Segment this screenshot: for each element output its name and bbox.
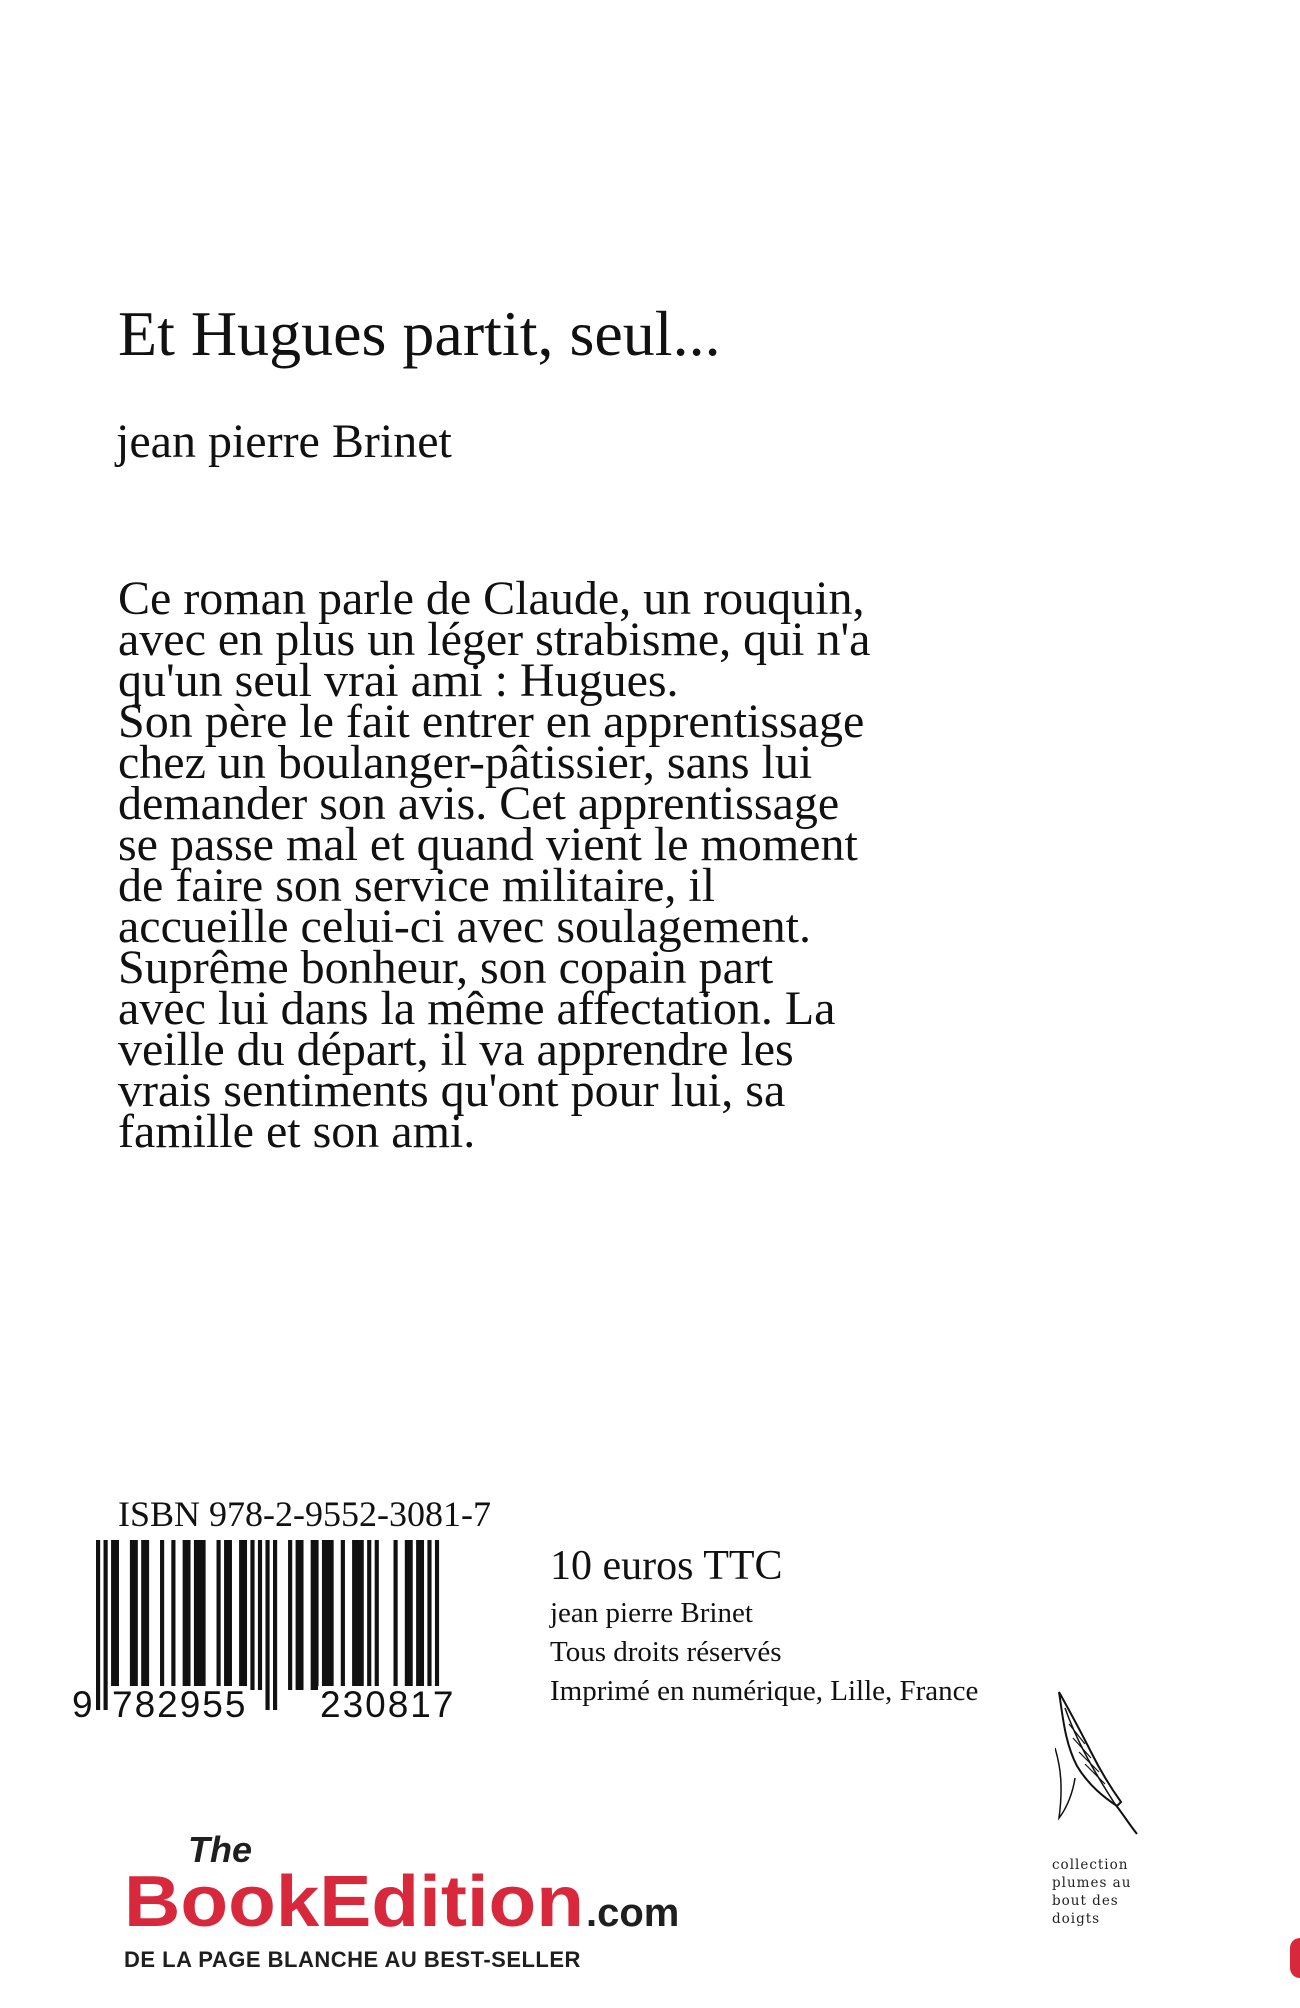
barcode-bar — [409, 1540, 413, 1690]
blurb-line: Son père le fait entrer en apprentissage — [118, 695, 865, 748]
blurb-line: Suprême bonheur, son copain part — [118, 941, 774, 994]
price: 10 euros TTC — [550, 1543, 783, 1589]
blurb-line: Ce roman parle de Claude, un rouquin, — [118, 572, 865, 625]
publisher-tagline: DE LA PAGE BLANCHE AU BEST-SELLER — [124, 1947, 581, 1972]
book-author: jean pierre Brinet — [116, 415, 452, 468]
blurb-line: avec lui dans la même affectation. La — [118, 982, 836, 1035]
barcode-bar — [360, 1540, 364, 1690]
blurb-line: veille du départ, il va apprendre les — [118, 1023, 794, 1076]
imprint-rights: Tous droits réservés — [550, 1636, 782, 1668]
collection-line: bout des — [1052, 1893, 1119, 1909]
collection-line: doigts — [1052, 1911, 1101, 1927]
barcode-bar — [201, 1540, 205, 1690]
barcode-bar — [265, 1540, 269, 1710]
blurb-line: se passe mal et quand vient le moment — [118, 818, 858, 871]
logo-name: BookEdition — [124, 1862, 584, 1938]
barcode-bar — [322, 1540, 326, 1690]
barcode-bar — [104, 1540, 108, 1710]
barcode-bar — [435, 1540, 439, 1690]
edge-mark — [1290, 1938, 1300, 1978]
barcode-bar — [420, 1540, 424, 1690]
barcode-bar — [141, 1540, 145, 1690]
barcode-bar — [427, 1540, 431, 1690]
collection-line: collection — [1052, 1857, 1129, 1873]
barcode-bar — [171, 1540, 175, 1690]
barcode-bar — [326, 1540, 330, 1690]
blurb-line: demander son avis. Cet apprentissage — [118, 777, 840, 830]
publisher-logo — [124, 1828, 704, 1938]
barcode-bar — [145, 1540, 149, 1690]
barcode-bar — [352, 1540, 356, 1690]
collection-label — [1052, 1856, 1162, 1928]
barcode-bar — [375, 1540, 379, 1690]
barcode-bar — [186, 1540, 190, 1690]
blurb-line: accueille celui-ci avec soulagement. — [118, 900, 811, 953]
barcode-digits-right: 230817 — [320, 1684, 456, 1725]
isbn-label: ISBN 978-2-9552-3081-7 — [118, 1494, 491, 1534]
barcode-bar — [111, 1540, 115, 1690]
barcode-bar — [311, 1540, 315, 1690]
barcode-bar — [299, 1540, 303, 1690]
barcode-bar — [273, 1540, 277, 1710]
barcode-bar — [258, 1540, 262, 1690]
back-cover-blurb — [118, 572, 998, 1158]
barcode-bar — [296, 1540, 300, 1690]
barcode-bar — [160, 1540, 164, 1690]
barcode-bar — [96, 1540, 100, 1710]
blurb-line: famille et son ami. — [118, 1105, 476, 1158]
barcode-bar — [367, 1540, 371, 1690]
blurb-line: qu'un seul vrai ami : Hugues. — [118, 654, 679, 707]
barcode-bar — [134, 1540, 138, 1690]
barcode-bar — [288, 1540, 292, 1690]
barcode-bar — [243, 1540, 247, 1690]
barcode-bar — [130, 1540, 134, 1690]
barcode-digits-left: 782955 — [112, 1684, 248, 1725]
blurb-line: avec en plus un léger strabisme, qui n'a — [118, 613, 871, 666]
barcode-bar — [356, 1540, 360, 1690]
barcode-bar — [115, 1540, 119, 1690]
imprint-author: jean pierre Brinet — [550, 1597, 753, 1629]
barcode-bar — [314, 1540, 318, 1690]
barcode-bar — [239, 1540, 243, 1690]
barcode-digit-prefix: 9 — [72, 1684, 93, 1725]
barcode-bar — [341, 1540, 345, 1690]
barcode-bar — [183, 1540, 187, 1690]
barcode-bar — [405, 1540, 409, 1690]
barcode-bar — [228, 1540, 232, 1690]
imprint-info — [550, 1594, 978, 1711]
barcode-bar — [217, 1540, 221, 1690]
book-title: Et Hugues partit, seul... — [118, 298, 721, 369]
barcode-bar — [329, 1540, 333, 1690]
barcode-bar — [198, 1540, 202, 1690]
logo-the: The — [188, 1829, 253, 1870]
blurb-line: vrais sentiments qu'ont pour lui, sa — [118, 1064, 786, 1117]
feather-icon — [1055, 1688, 1145, 1838]
blurb-line: chez un boulanger-pâtissier, sans lui — [118, 736, 813, 789]
barcode-bar — [250, 1540, 254, 1690]
logo-domain: .com — [586, 1891, 680, 1935]
collection-line: plumes au — [1052, 1875, 1132, 1891]
barcode-bar — [394, 1540, 398, 1690]
blurb-line: de faire son service militaire, il — [118, 859, 716, 912]
barcode-bar — [194, 1540, 198, 1690]
imprint-printed: Imprimé en numérique, Lille, France — [550, 1675, 979, 1707]
barcode-bar — [224, 1540, 228, 1690]
barcode-bar — [416, 1540, 420, 1690]
